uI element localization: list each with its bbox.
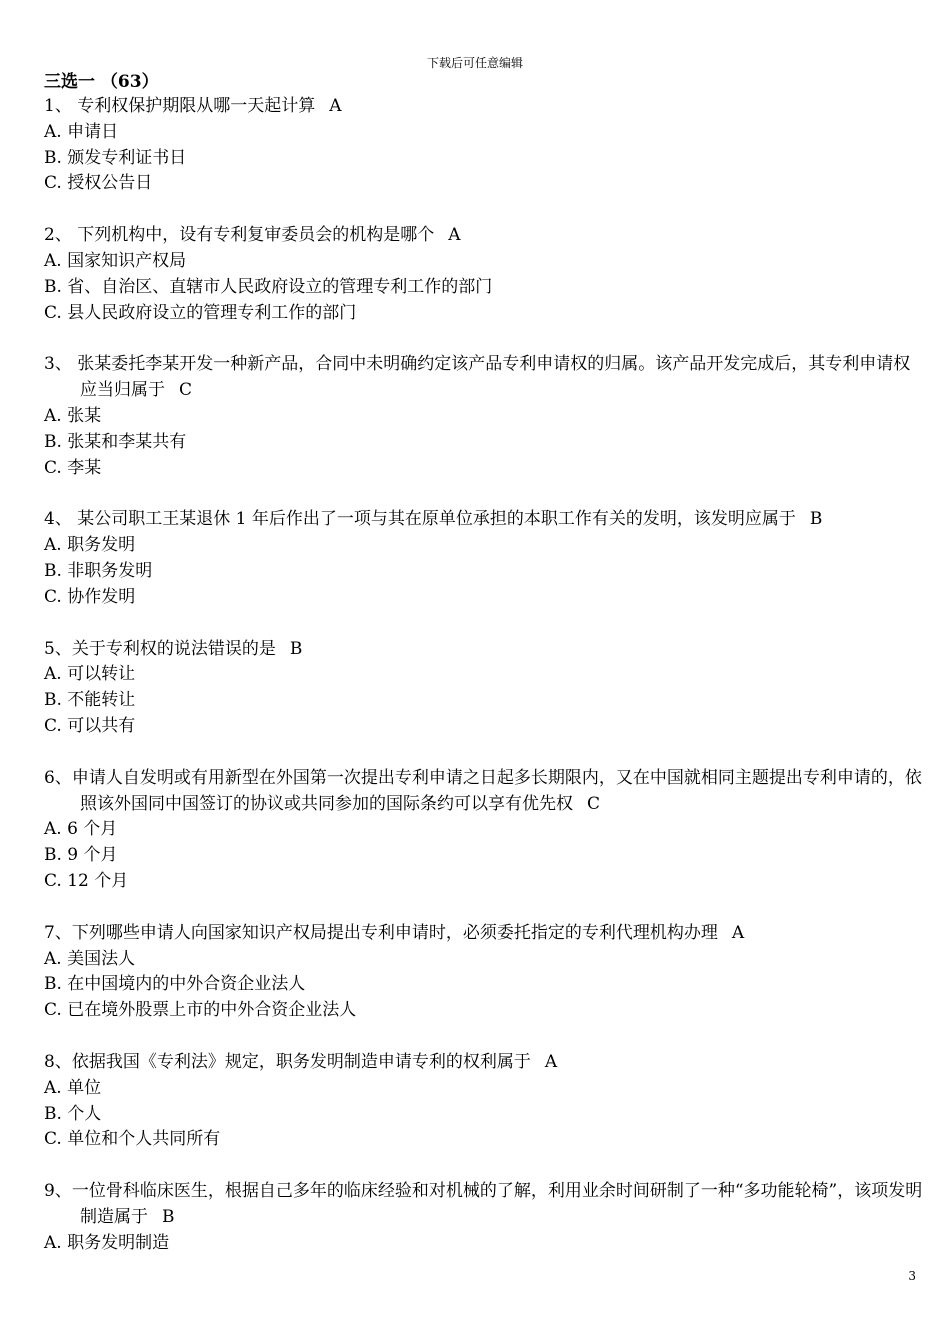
question-number: 7、 xyxy=(44,922,72,943)
section-title: 三选一 （63） xyxy=(44,72,159,92)
answer-key: C xyxy=(179,380,193,401)
answer-option: C. 李某 xyxy=(44,457,102,478)
question-list xyxy=(44,94,924,1256)
question-text xyxy=(44,1050,924,1076)
answer-option: B. 在中国境内的中外合资企业法人 xyxy=(44,974,306,995)
question-block xyxy=(44,637,924,740)
answer-key: A xyxy=(329,96,342,116)
question-number: 8、 xyxy=(44,1051,72,1072)
question-text xyxy=(44,507,924,533)
answer-option: B. 省、自治区、直辖市人民政府设立的管理专利工作的部门 xyxy=(44,276,493,297)
answer-option: A. 职务发明 xyxy=(44,535,136,556)
answer-option: B. 个人 xyxy=(44,1103,102,1124)
question-stem: 专利权保护期限从哪一天起计算 xyxy=(71,96,316,116)
question-stem: 下列哪些申请人向国家知识产权局提出专利申请时，必须委托指定的专利代理机构办理 xyxy=(71,922,718,943)
question-block xyxy=(44,352,924,481)
answer-option: B. 非职务发明 xyxy=(44,560,153,581)
question-block xyxy=(44,766,924,895)
question-stem: 申请人自发明或有用新型在外国第一次提出专利申请之日起多长期限内，又在中国就相同主题提出专利申请的，依照该外国同中国签订的协议或共同参加的国际条约可以享有优先权 xyxy=(71,767,922,814)
answer-option: A. 可以转让 xyxy=(44,664,136,685)
answer-option: C. 可以共有 xyxy=(44,715,136,736)
question-block xyxy=(44,507,924,610)
answer-option: A. 6 个月 xyxy=(44,819,118,840)
answer-option: C. 12 个月 xyxy=(44,870,129,891)
answer-key: A xyxy=(448,225,461,246)
question-number: 3、 xyxy=(44,354,72,375)
question-text xyxy=(44,223,924,249)
question-block xyxy=(44,1050,924,1153)
question-text xyxy=(44,766,924,818)
question-number: 6、 xyxy=(44,767,72,788)
question-number: 5、 xyxy=(44,638,72,659)
answer-key: B xyxy=(289,638,303,659)
answer-option: A. 美国法人 xyxy=(44,948,136,969)
question-stem: 下列机构中，设有专利复审委员会的机构是哪个 xyxy=(71,225,435,246)
answer-option: A. 张某 xyxy=(44,405,102,426)
question-block xyxy=(44,223,924,326)
document-body xyxy=(44,70,924,1282)
question-text xyxy=(44,637,924,663)
question-stem: 一位骨科临床医生，根据自己多年的临床经验和对机械的了解，利用业余时间研制了一种“多功能轮椅”，该项发明制造属于 xyxy=(71,1181,923,1227)
question-stem: 某公司职工王某退休 1 年后作出了一项与其在原单位承担的本职工作有关的发明，该发明应属于 xyxy=(71,509,796,530)
answer-option: A. 申请日 xyxy=(44,121,119,142)
answer-option: B. 张某和李某共有 xyxy=(44,431,187,452)
answer-option: C. 单位和个人共同所有 xyxy=(44,1129,221,1150)
page-header: 下载后可任意编辑 xyxy=(426,56,523,70)
question-number: 9、 xyxy=(44,1181,72,1202)
question-block xyxy=(44,94,924,197)
answer-key: A xyxy=(731,922,745,943)
question-number: 1、 xyxy=(44,96,72,116)
answer-option: A. 国家知识产权局 xyxy=(44,250,187,271)
answer-option: B. 颁发专利证书日 xyxy=(44,147,187,168)
answer-option: C. 县人民政府设立的管理专利工作的部门 xyxy=(44,302,357,323)
answer-option: C. 协作发明 xyxy=(44,586,136,607)
answer-option: B. 9 个月 xyxy=(44,845,118,866)
question-text xyxy=(44,94,924,120)
answer-key: B xyxy=(162,1206,175,1227)
question-stem: 关于专利权的说法错误的是 xyxy=(71,638,276,659)
question-stem: 依据我国《专利法》规定，职务发明制造申请专利的权利属于 xyxy=(71,1051,531,1072)
answer-option: A. 单位 xyxy=(44,1077,102,1098)
answer-option: C. 已在境外股票上市的中外合资企业法人 xyxy=(44,1000,357,1021)
question-text xyxy=(44,921,924,947)
answer-key: A xyxy=(544,1051,558,1072)
question-text xyxy=(44,352,924,404)
answer-option: A. 职务发明制造 xyxy=(44,1232,170,1253)
question-text xyxy=(44,1179,924,1231)
answer-option: B. 不能转让 xyxy=(44,690,136,711)
page-number: 3 xyxy=(908,1269,916,1283)
answer-option: C. 授权公告日 xyxy=(44,173,153,194)
question-block xyxy=(44,921,924,1024)
answer-key: C xyxy=(587,793,601,814)
question-number: 2、 xyxy=(44,225,72,246)
answer-key: B xyxy=(809,509,823,530)
question-number: 4、 xyxy=(44,509,72,530)
question-block xyxy=(44,1179,924,1256)
question-stem: 张某委托李某开发一种新产品，合同中未明确约定该产品专利申请权的归属。该产品开发完成后，其专利申请权应当归属于 xyxy=(71,354,911,401)
